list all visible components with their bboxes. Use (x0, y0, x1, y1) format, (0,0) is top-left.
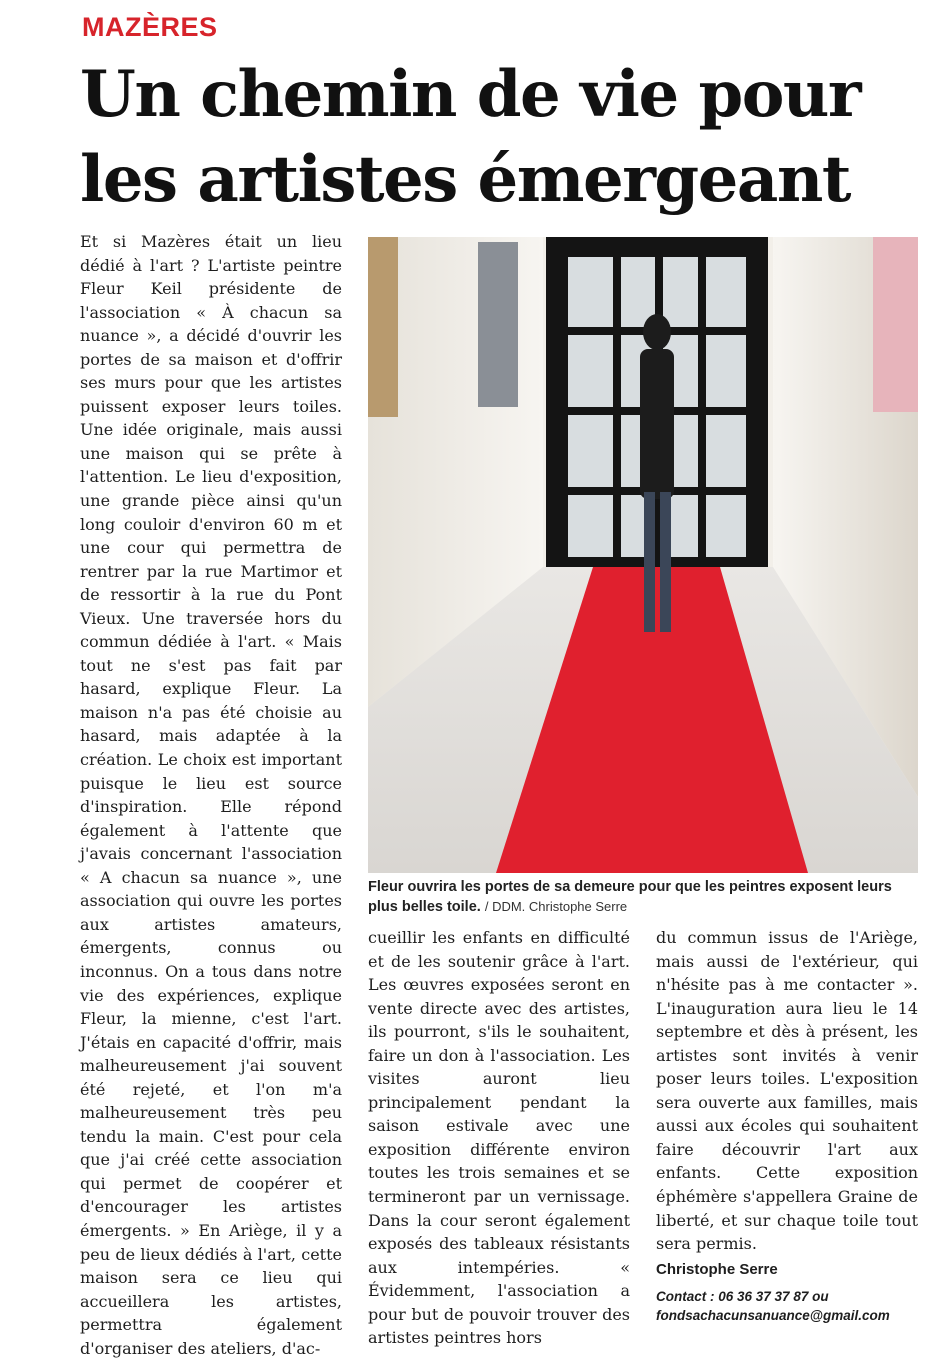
painting-left-2 (478, 242, 518, 407)
caption-text: Fleur ouvrira les portes de sa demeure pour que les peintres exposent leurs plus belles toile. (368, 879, 892, 915)
section-kicker: MAZÈRES (82, 12, 218, 42)
article-photo (368, 237, 918, 873)
contact-info: Contact : 06 36 37 37 87 ou fondsachacunsanuance@gmail.com (656, 1289, 890, 1324)
article-column-1: Et si Mazères était un lieu dédié à l'art ? L'artiste peintre Fleur Keil présidente de l'association « À chacun sa nuance », a décidé d'ouvrir les portes de sa maison et d'offrir ses murs pour que les artistes puissent exposer leurs toiles. Une idée originale, mais aussi une maison qui se prête à l'attention. Le lieu d'exposition, une grande pièce ainsi qu'un long couloir d'environ 60 m et une cour qui permettra de rentrer par la rue Martimor et de ressortir à la rue du Pont Vieux. Une traversée hors du commun dédiée à l'art. « Mais tout ne s'est pas fait par hasard, explique Fleur. La maison n'a pas été choisie au hasard, mais adaptée à la création. Le choix est important puisque le lieu est source d'inspiration. Elle répond également à l'attente que j'avais concernant l'association « A chacun sa nuance », une association qui ouvre les portes aux artistes amateurs, émergents, connus ou inconnus. On a tous dans notre vie des expériences, explique Fleur, la mienne, c'est l'art. J'étais en capacité d'offrir, mais malheureusement j'ai souvent été rejeté, et l'on m'a malheureusement très peu tendu la main. C'est pour cela que j'ai créé cette association qui permet de coopérer et d'encourager les artistes émergents. » En Ariège, il y a peu de lieux dédiés à l'art, cette maison sera ce lieu qui accueillera les artistes, permettra également d'organiser des ateliers, d'ac- (80, 232, 342, 1358)
author-signature: Christophe Serre (656, 1260, 778, 1278)
photo-credit: / DDM. Christophe Serre (484, 899, 628, 914)
photo-caption (368, 878, 908, 917)
article-column-3 (656, 926, 918, 1325)
article-column-2: cueillir les enfants en difficulté et de les soutenir grâce à l'art. Les œuvres exposées seront en vente directe avec des artistes, ils pourront, s'ils le souhaitent, faire un don à l'association. Les visites auront lieu principalement pendant la saison estivale avec une exposition différente environ toutes les trois semaines et se termineront par un vernissage. Dans la cour seront également exposés des tableaux résistants aux intempéries. « Évidemment, l'association a pour but de pouvoir trouver des artistes peintres hors (368, 928, 630, 1348)
painting-left-1 (368, 237, 398, 417)
column-3-text: du commun issus de l'Ariège, mais aussi de l'extérieur, qui n'hésite pas à me contacter ». L'inauguration aura lieu le 14 septembre et dès à présent, les artistes sont invités à venir poser leurs toiles. L'exposition sera ouverte aux familles, mais aussi aux écoles qui souhaitent faire découvrir l'art aux enfants. Cette exposition éphémère s'appellera Graine de liberté, et sur chaque toile tout sera permis. (656, 928, 918, 1254)
article-headline: Un chemin de vie pour les artistes émergeant (80, 57, 861, 217)
painting-right (873, 237, 918, 412)
